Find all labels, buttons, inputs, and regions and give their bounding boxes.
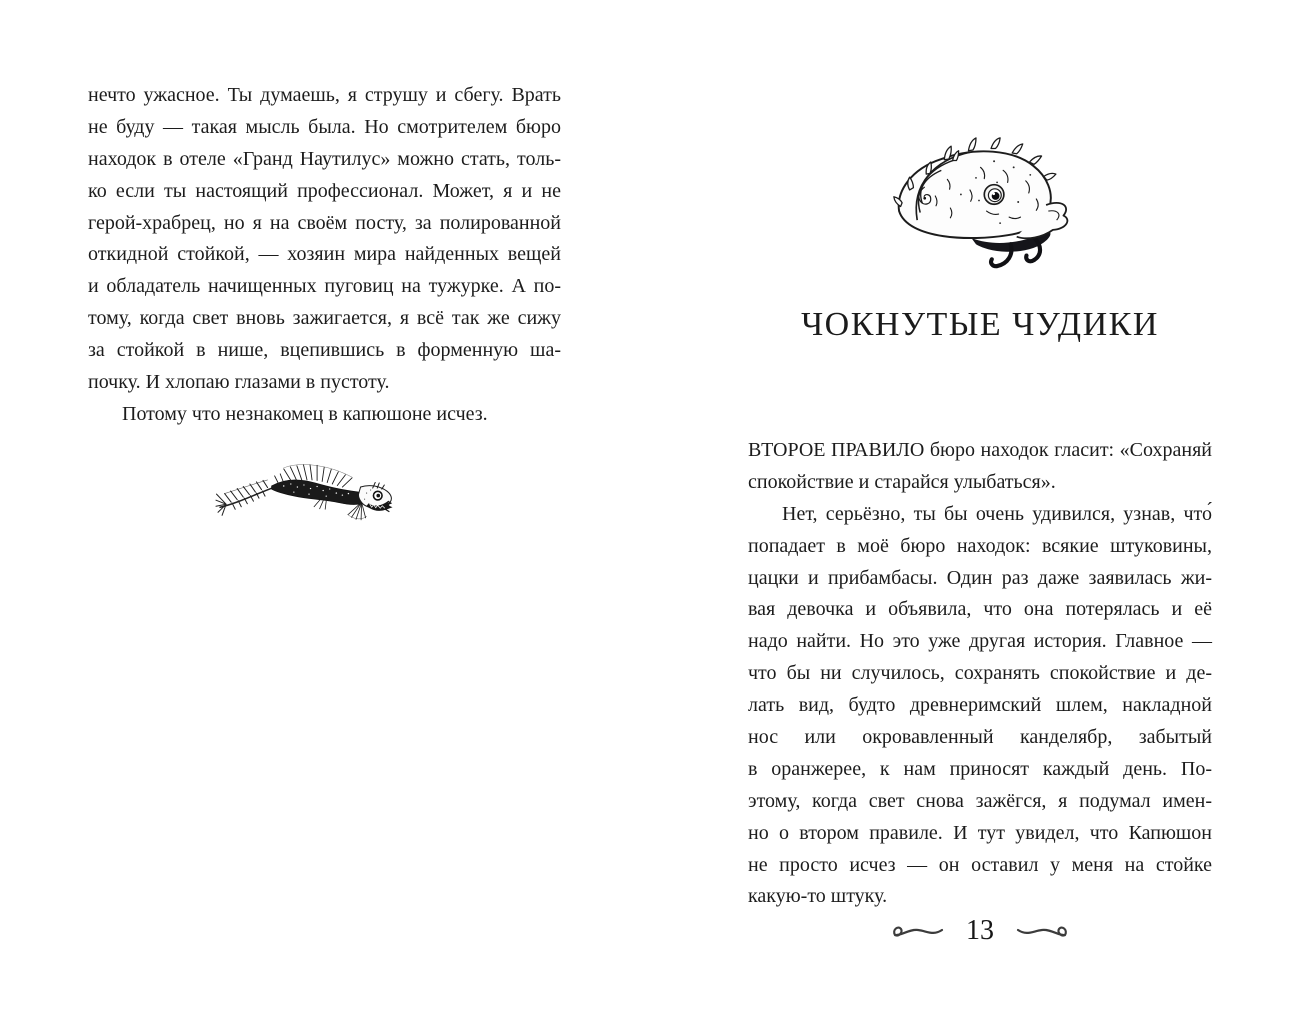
right-flourish-ornament: [1014, 921, 1070, 943]
text-line: не просто исчез — он оставил у меня на стойке: [748, 853, 1212, 876]
text-line: нос или окровавленный канделябр, забытый: [748, 726, 1212, 749]
text-line: находок в отеле «Гранд Наутилус» можно стать, толь-: [88, 147, 561, 170]
text-line: какую-то штуку.: [748, 885, 888, 908]
text-line: нечто ужасное. Ты думаешь, я струшу и сбегу. Врать: [88, 84, 561, 106]
text-line: и обладатель начищенных пуговиц на тужурке. А по-: [88, 275, 561, 298]
page-footer: [748, 912, 1212, 952]
text-line: не буду — такая мысль была. Но смотрителем бюро: [88, 115, 561, 138]
text-line: ко если ты настоящий профессионал. Может, я и не: [88, 179, 561, 202]
text-line: вая девочка и объявила, что она потерялась и её: [748, 598, 1212, 621]
text-line: спокойствие и старайся улыбаться».: [748, 470, 1056, 493]
fish-skeleton-illustration: [215, 448, 401, 522]
text-line: попадает в моё бюро находок: всякие штуковины,: [748, 534, 1212, 557]
text-line: откидной стойкой, — хозяин мира найденных вещей: [88, 243, 561, 266]
text-line: этому, когда свет снова зажёгся, я подумал имен-: [748, 789, 1212, 812]
text-line: герой-храбрец, но я на своём посту, за полированной: [88, 211, 561, 234]
left-flourish-ornament: [890, 921, 946, 943]
chapter-title: ЧОКНУТЫЕ ЧУДИКИ: [801, 306, 1159, 343]
text-line: лать вид, будто древнеримский шлем, накладной: [748, 694, 1212, 717]
text-line: почку. И хлопаю глазами в пустоту.: [88, 371, 390, 394]
text-line: тому, когда свет вновь зажигается, я всё так же сижу: [88, 307, 561, 330]
shell-creature-illustration: [881, 125, 1077, 279]
text-line: Потому что незнакомец в капюшоне исчез.: [122, 402, 488, 425]
text-line: ВТОРОЕ ПРАВИЛО бюро находок гласит: «Сохраняй: [748, 439, 1212, 461]
text-line: за стойкой в нише, вцепившись в форменную ша-: [88, 339, 561, 362]
text-line: в оранжерее, к нам приносят каждый день. По-: [748, 757, 1212, 780]
text-line: но о втором правиле. И тут увидел, что Капюшон: [748, 821, 1212, 844]
text-line: надо найти. Но это уже другая история. Главное —: [748, 630, 1212, 653]
right-page-text: [748, 435, 1212, 913]
text-line: цацки и прибамбасы. Один раз даже заявилась жи-: [748, 566, 1212, 589]
page-number: 13: [966, 915, 994, 946]
left-page-text: [88, 80, 561, 431]
text-line: Нет, серьёзно, ты бы очень удивился, узнав, что́: [782, 502, 1212, 525]
text-line: что бы ни случилось, сохранять спокойствие и де-: [748, 662, 1212, 685]
